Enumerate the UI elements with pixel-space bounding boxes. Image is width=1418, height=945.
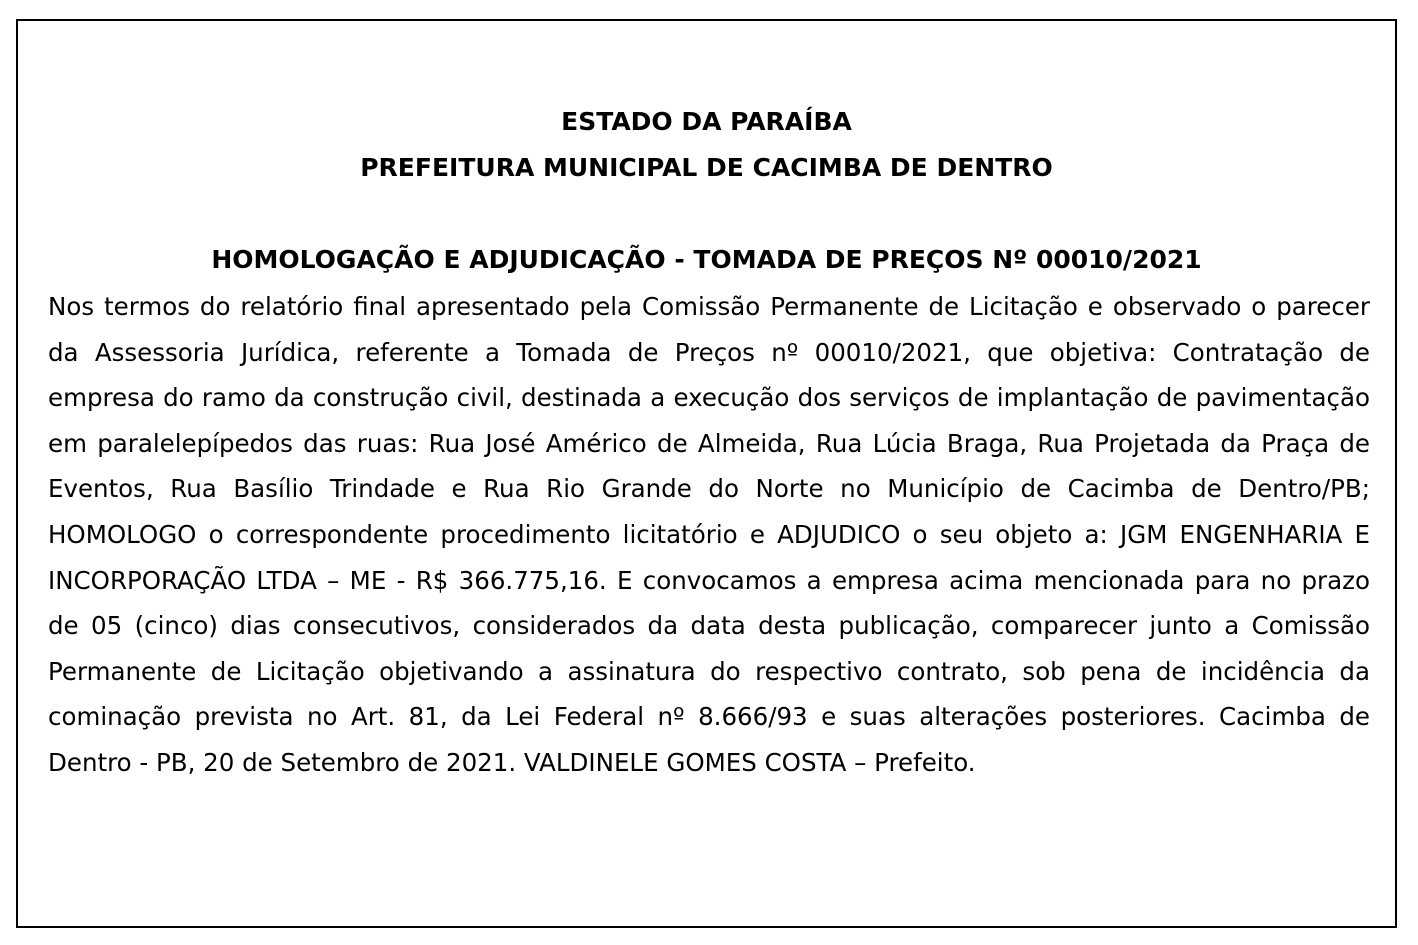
notice-body: Nos termos do relatório final apresentado pela Comissão Permanente de Licitação e observado o parecer da Assessoria Jurídica, referente a Tomada de Preços nº 00010/2021, que objetiva: Contratação de empresa do ramo da construção civil, destinada a execução dos serviços de implantação de pavimentação em paralelepípedos das ruas: Rua José Américo de Almeida, Rua Lúcia Braga, Rua Projetada da Praça de Eventos, Rua Basílio Trindade e Rua Rio Grande do Norte no Município de Cacimba de Dentro/PB; HOMOLOGO o correspondente procedimento licitatório e ADJUDICO o seu objeto a: JGM ENGENHARIA E INCORPORAÇÃO LTDA – ME - R$ 366.775,16. E convocamos a empresa acima mencionada para no prazo de 05 (cinco) dias consecutivos, considerados da data desta publicação, comparecer junto a Comissão Permanente de Licitação objetivando a assinatura do respectivo contrato, sob pena de incidência da cominação prevista no Art. 81, da Lei Federal nº 8.666/93 e suas alterações posteriores. Cacimba de Dentro - PB, 20 de Setembro de 2021. VALDINELE GOMES COSTA – Prefeito. [48,292,1370,777]
prefecture-heading: PREFEITURA MUNICIPAL DE CACIMBA DE DENTRO [360,153,1053,182]
notice-title: HOMOLOGAÇÃO E ADJUDICAÇÃO - TOMADA DE PREÇOS Nº 00010/2021 [211,245,1202,274]
state-heading: ESTADO DA PARAÍBA [561,107,852,136]
notice-frame [16,19,1397,928]
